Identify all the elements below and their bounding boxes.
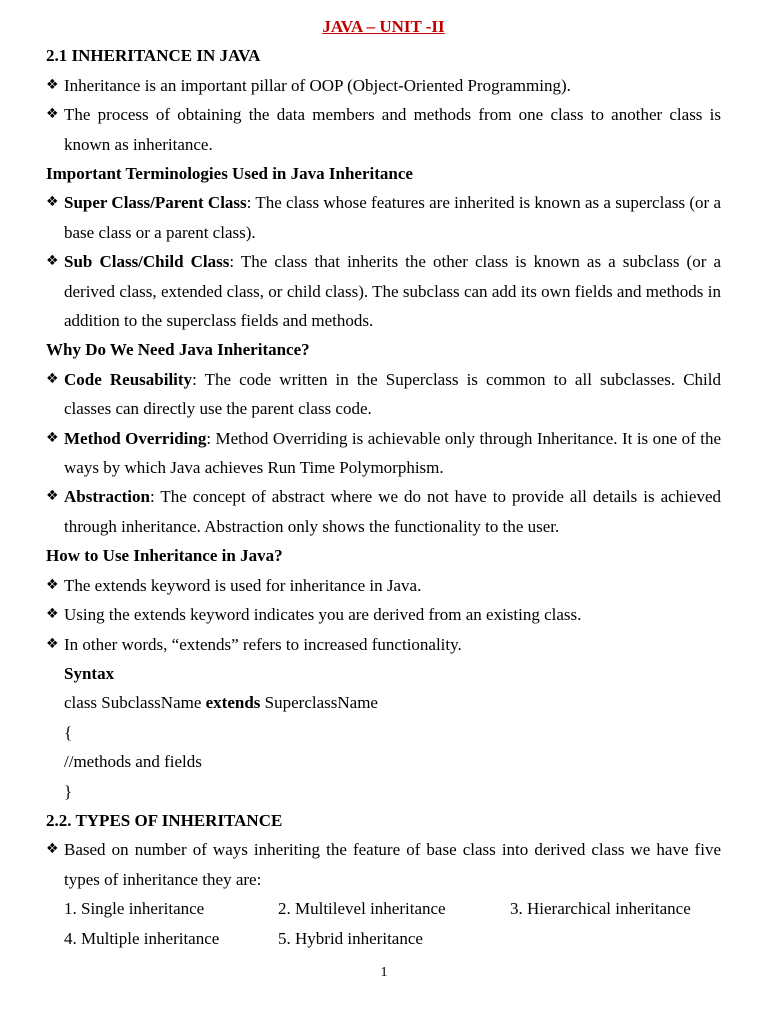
code-comment: //methods and fields <box>64 752 202 772</box>
subheading-why: Why Do We Need Java Inheritance? <box>46 340 310 360</box>
term-label: Code Reusability <box>64 369 193 389</box>
brace-open: { <box>64 722 73 742</box>
term-label: Sub Class/Child Class <box>64 252 230 272</box>
syntax-label: Syntax <box>64 663 115 683</box>
bullet-diamond-icon: ❖ <box>46 253 59 270</box>
type-item: 5. Hybrid inheritance <box>278 928 423 948</box>
term-label: Abstraction <box>64 487 150 507</box>
term-label: Method Overriding <box>64 428 207 448</box>
bullet-diamond-icon: ❖ <box>46 194 59 211</box>
section-heading-inheritance: 2.1 INHERITANCE IN JAVA <box>46 46 261 66</box>
term-label: Super Class/Parent Class <box>64 193 247 213</box>
list-item: ❖ Inheritance is an important pillar of OOP (Object-Oriented Programming). <box>46 71 721 100</box>
list-item: ❖ Using the extends keyword indicates you are derived from an existing class. <box>46 600 721 629</box>
list-item: ❖ The extends keyword is used for inheritance in Java. <box>46 571 721 600</box>
list-item: ❖ Super Class/Parent Class: The class whose features are inherited is known as a superclass (or a base class or a parent class). <box>46 188 721 247</box>
type-item: 4. Multiple inheritance <box>64 928 220 948</box>
subheading-howto: How to Use Inheritance in Java? <box>46 546 283 566</box>
document-page <box>46 12 721 953</box>
bullet-diamond-icon: ❖ <box>46 429 59 446</box>
types-row <box>46 894 721 923</box>
bullet-diamond-icon: ❖ <box>46 370 59 387</box>
syntax-line: class SubclassName extends SuperclassName <box>64 693 378 713</box>
type-item: 3. Hierarchical inheritance <box>510 899 691 919</box>
brace-close: } <box>64 781 73 801</box>
subheading-terminologies: Important Terminologies Used in Java Inheritance <box>46 164 413 184</box>
page-number: 1 <box>380 965 388 980</box>
section-heading-types: 2.2. TYPES OF INHERITANCE <box>46 810 283 830</box>
bullet-diamond-icon: ❖ <box>46 76 59 93</box>
list-item: ❖ Sub Class/Child Class: The class that inherits the other class is known as a subclass (or a derived class, extended class, or child class). The subclass can add its own fields and methods in addition to the superclass fields and methods. <box>46 247 721 335</box>
page-title: JAVA – UNIT -II <box>322 17 445 36</box>
list-item: ❖ In other words, “extends” refers to increased functionality. <box>46 630 721 659</box>
syntax-block <box>46 659 721 806</box>
bullet-diamond-icon: ❖ <box>46 488 59 505</box>
list-item: ❖ The process of obtaining the data members and methods from one class to another class is known as inheritance. <box>46 100 721 159</box>
bullet-diamond-icon: ❖ <box>46 635 59 652</box>
bullet-diamond-icon: ❖ <box>46 106 59 123</box>
bullet-diamond-icon: ❖ <box>46 576 59 593</box>
bullet-diamond-icon: ❖ <box>46 606 59 623</box>
type-item: 1. Single inheritance <box>64 899 205 919</box>
extends-keyword: extends <box>205 693 261 713</box>
list-item: ❖ Based on number of ways inheriting the feature of base class into derived class we have five types of inheritance they are: <box>46 835 721 894</box>
type-item: 2. Multilevel inheritance <box>278 899 446 919</box>
list-item: ❖ Abstraction: The concept of abstract where we do not have to provide all details is achieved through inheritance. Abstraction only shows the functionality to the user. <box>46 482 721 541</box>
types-row <box>46 924 721 953</box>
bullet-diamond-icon: ❖ <box>46 841 59 858</box>
list-item: ❖ Code Reusability: The code written in the Superclass is common to all subclasses. Child classes can directly use the parent class code. <box>46 365 721 424</box>
list-item: ❖ Method Overriding: Method Overriding is achievable only through Inheritance. It is one of the ways by which Java achieves Run Time Polymorphism. <box>46 424 721 483</box>
